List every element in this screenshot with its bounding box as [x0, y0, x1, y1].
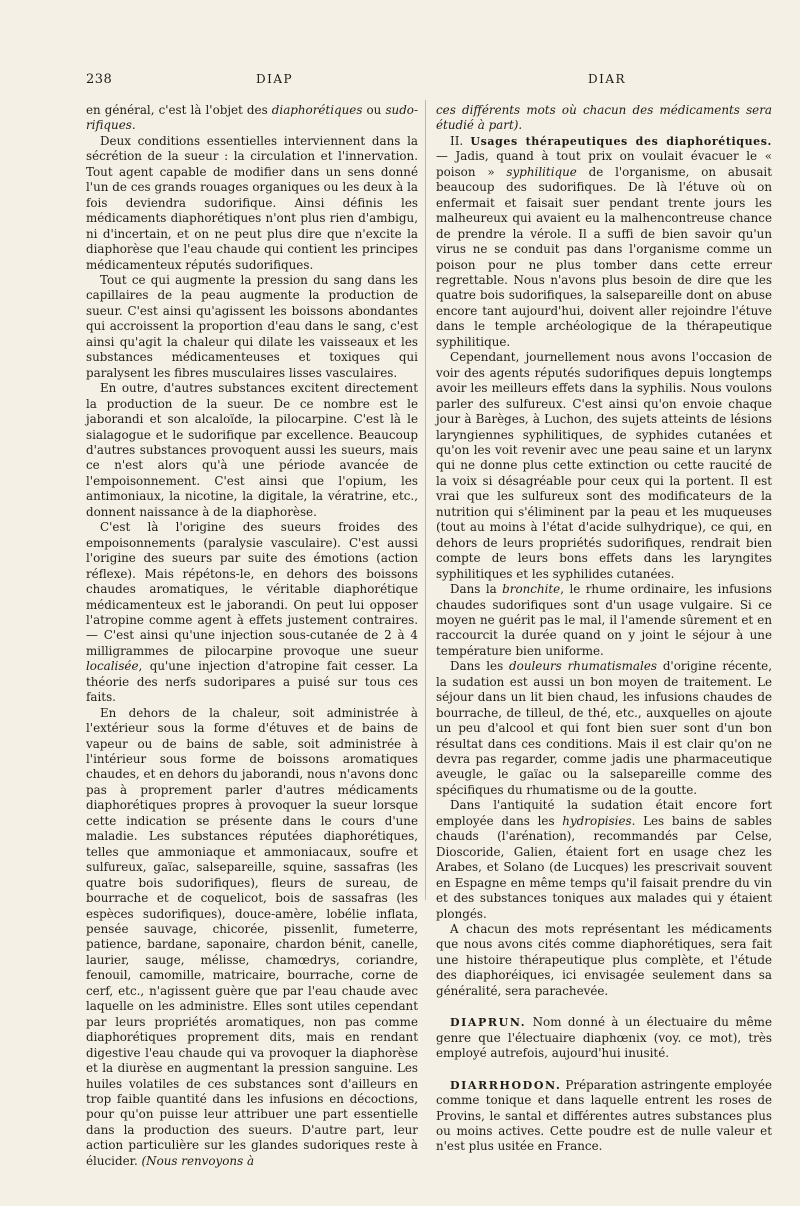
text-run: de l'organisme, on abusait beaucoup des sudorifiques. De là l'étuve où on enfermait et faisait suer pendant trente jours les malheureux qui avaient eu la malhencontreuse chance de prendre la vérole. Il a suffi de bien savoir qu'un virus ne se conduit pas dans l'organisme comme un poison pour ne plus tomber dans cette erreur regrettable. Nous n'avons plus besoin de dire que les quatre bois sudorifiques, la salsepareille dont on abuse encore tant aujourd'hui, doivent aller rejoindre l'étuve dans le temple archéologique de la thérapeutique syphilitique. — [436, 164, 772, 349]
entry-body: Préparation astringente employée comme tonique et dans laquelle entrent les roses de Provins, le santal et différentes autres substances plus ou moins actives. Cette poudre est de nulle valeur et n'est plus usitée en France. — [436, 1077, 772, 1154]
paragraph — [436, 134, 772, 350]
dictionary-entry-diaprun — [436, 1015, 772, 1061]
left-column — [86, 103, 418, 1168]
italic-term: diaphorétiques — [271, 103, 363, 117]
text-run: en général, c'est là l'objet des — [86, 103, 272, 117]
dictionary-entry-diarrhodon — [436, 1078, 772, 1155]
column-divider — [425, 100, 426, 900]
entry-headword: DIARRHODON. — [450, 1078, 562, 1092]
entry-headword: DIAPRUN. — [450, 1016, 527, 1030]
text-run: — Jadis, quand à tout prix on voulait évacuer le « poison » — [436, 149, 772, 179]
text-run: d'origine récente, la sudation est aussi un bon moyen de traitement. Le séjour dans un lit bien chaud, les infusions chaudes de bourrache, de tilleul, de thé, etc., auxquelles on ajoute un peu d'alcool et qui font bien suer sont d'un bon résultat dans ces conditions. Mais il est clair qu'on ne devra pas regarder, comme jadis une pharmaceutique aveugle, le gaïac ou la salsepareille comme des spécifiques du rhumatisme ou de la goutte. — [436, 659, 772, 797]
paragraph: A chacun des mots représentant les médicaments que nous avons cités comme diaphorétiques, sera fait une histoire thérapeutique plus complète, et l'étude des diaphoréiques, ici envisagée seulement dans sa généralité, sera parachevée. — [436, 922, 772, 998]
text-run: Dans la — [450, 582, 503, 597]
paragraph: Tout ce qui augmente la pression du sang dans les capillaires de la peau augmente la production de sueur. C'est ainsi qu'agissent les boissons abondantes qui accroissent la proportion d'eau dans le sang, c'est ainsi qu'agit la chaleur qui dilate les vaisseaux et les substances médicamenteuses et toxiques qui paralysent les fibres musculaires lisses vasculaires. — [86, 272, 418, 380]
running-head-right: DIAR — [588, 72, 627, 86]
text-run: En dehors de la chaleur, soit administrée à l'extérieur sous la forme d'étuves et de bains de vapeur ou de bains de sable, soit administrée à l'intérieur sous forme de boissons aromatiques chaudes, et en dehors du jaborandi, nous n'avons donc pas à proprement parler d'autres médicaments diaphorétiques propres à provoquer la sueur lorsque cette indication se présente dans le cours d'une maladie. Les substances réputées diaphorétiques, telles que ammoniaque et ammoniacaux, soufre et sulfureux, gaïac, salsepareille, squine, sassafras (les quatre bois sudorifiques), fleurs de sureau, de bourrache et de coquelicot, bois de sassafras (les espèces sudorifiques), douce-amère, lobélie inflata, pensée sauvage, chicorée, pissenlit, fumeterre, patience, bardane, saponaire, chardon bénit, canelle, laurier, sauge, mélisse, chamœdrys, coriandre, fenouil, camomille, matricaire, bourrache, corne de cerf, etc., n'agissent guère que par l'eau chaude avec laquelle on les administre. Elles sont utiles cependant par leurs propriétés aromatiques, non pas comme diaphorétiques proprement dits, mais en rendant digestive l'eau chaude qui va provoquer la diaphorèse et la diurèse en augmentant la pression sanguine. Les huiles volatiles de ces substances sont d'ailleurs en trop faible quantité dans les infusions en décoctions, pour qu'on puisse leur attribuer une part essentielle dans la production des sueurs. D'autre part, leur action particulière sur les glandes sudoriques reste à élucider. — [86, 705, 418, 1168]
paragraph — [436, 103, 772, 134]
paragraph — [436, 798, 772, 922]
paragraph — [436, 659, 772, 798]
paragraph — [86, 706, 418, 1170]
right-column — [436, 103, 773, 1154]
text-run: C'est là l'origine des sueurs froides des empoisonnements (paralysie vasculaire). C'est aussi l'origine des sueurs par suite des émotions (action réflexe). Mais répétons-le, en dehors des boissons chaudes aromatiques, le véritable diaphorétique médicamenteux est le jaborandi. On peut lui opposer l'atropine comme agent à effets justement contraires. — C'est ainsi qu'une injection sous-cutanée de 2 à 4 milligrammes de pilocarpine provoque une sueur — [86, 520, 418, 658]
paragraph — [86, 520, 418, 705]
italic-term: sudo-rifiques. — [86, 103, 418, 133]
text-run: , qu'une injection d'atropine fait cesser. La théorie des nerfs sudoripares a puisé sur tous ces faits. — [86, 659, 418, 705]
paragraph — [86, 103, 418, 134]
text-run: Dans les — [450, 659, 510, 674]
paragraph — [436, 582, 772, 659]
section-number: II. — [450, 133, 471, 148]
text-run: ou — [362, 103, 386, 117]
italic-term: (Nous renvoyons à — [141, 1153, 255, 1168]
page-number: 238 — [86, 72, 113, 87]
text-run: . Les bains de sables chauds (l'arénation), recommandés par Celse, Dioscoride, Galien, étaient fort en usage chez les Arabes, et Solano (de Lucques) les prescrivait souvent en Espagne en même temps qu'il faisait prendre du vin et des substances toniques aux malades qui y étaient plongés. — [436, 813, 773, 921]
page-header — [0, 72, 800, 94]
text-run: , le rhume ordinaire, les infusions chaudes sudorifiques sont d'un usage vulgaire. Si ce moyen ne guérit pas le mal, il l'amende sûrement et en raccourcit la durée quand on y joint le séjour à une température bien uniforme. — [436, 582, 772, 658]
italic-term: douleurs rhumatismales — [509, 659, 657, 674]
section-heading: Usages thérapeutiques des diaphorétiques. — [470, 134, 772, 148]
italic-term: ces différents mots où chacun des médicaments sera étudié à part). — [436, 103, 772, 133]
italic-term: syphilitique — [506, 164, 577, 179]
entry-body: Nom donné à un électuaire du même genre que l'électuaire diaphœnix (voy. ce mot), très employé autrefois, aujourd'hui inusité. — [436, 1015, 772, 1061]
italic-term: bronchite — [502, 582, 561, 597]
running-head-left: DIAP — [256, 72, 294, 86]
italic-term: localisée — [86, 659, 139, 674]
paragraph: Deux conditions essentielles interviennent dans la sécrétion de la sueur : la circulation et l'innervation. Tout agent capable de modifier dans un sens donné l'un de ces grands rouages organiques ou les deux à la fois deviendra sudorifique. Ainsi définis les médicaments diaphorétiques n'ont plus rien d'ambigu, ni d'incertain, et on ne peut plus dire que n'excite la diaphorèse que l'eau chaude qui contient les principes médicamenteux réputés sudorifiques. — [86, 133, 418, 272]
paragraph: Cependant, journellement nous avons l'occasion de voir des agents réputés sudorifiques depuis longtemps avoir les meilleurs effets dans la syphilis. Nous voulons parler des sulfureux. C'est ainsi qu'on envoie chaque jour à Barèges, à Luchon, des sujets atteints de lésions laryngiennes syphilitiques, de syphides cutanées et qu'on les voit revenir avec une peau saine et un larynx qui ne donne plus cette extinction ou cette raucité de la voix si désagréable pour ceux qui la portent. Il est vrai que les sulfureux sont des modificateurs de la nutrition qui s'éliminent par la peau et les muqueuses (tout au moins à l'état d'acide sulhydrique), ce qui, en dehors de leurs propriétés sudorifiques, rendrait bien compte de leurs bons effets dans les laryngites syphilitiques et les syphilides cutanées. — [436, 350, 772, 581]
paragraph: En outre, d'autres substances excitent directement la production de la sueur. De ce nombre est le jaborandi et son alcaloïde, la pilocarpine. C'est là le sialagogue et le sudorifique par excellence. Beaucoup d'autres substances provoquent aussi les sueurs, mais ce n'est alors qu'à une période avancée de l'empoisonnement. C'est ainsi que l'opium, les antimoniaux, la nicotine, la digitale, la vératrine, etc., donnent naissance à de la diaphorèse. — [86, 381, 418, 519]
text-run: Dans l'antiquité la sudation était encore fort employée dans les — [436, 798, 772, 828]
italic-term: hydropisies — [562, 813, 632, 828]
